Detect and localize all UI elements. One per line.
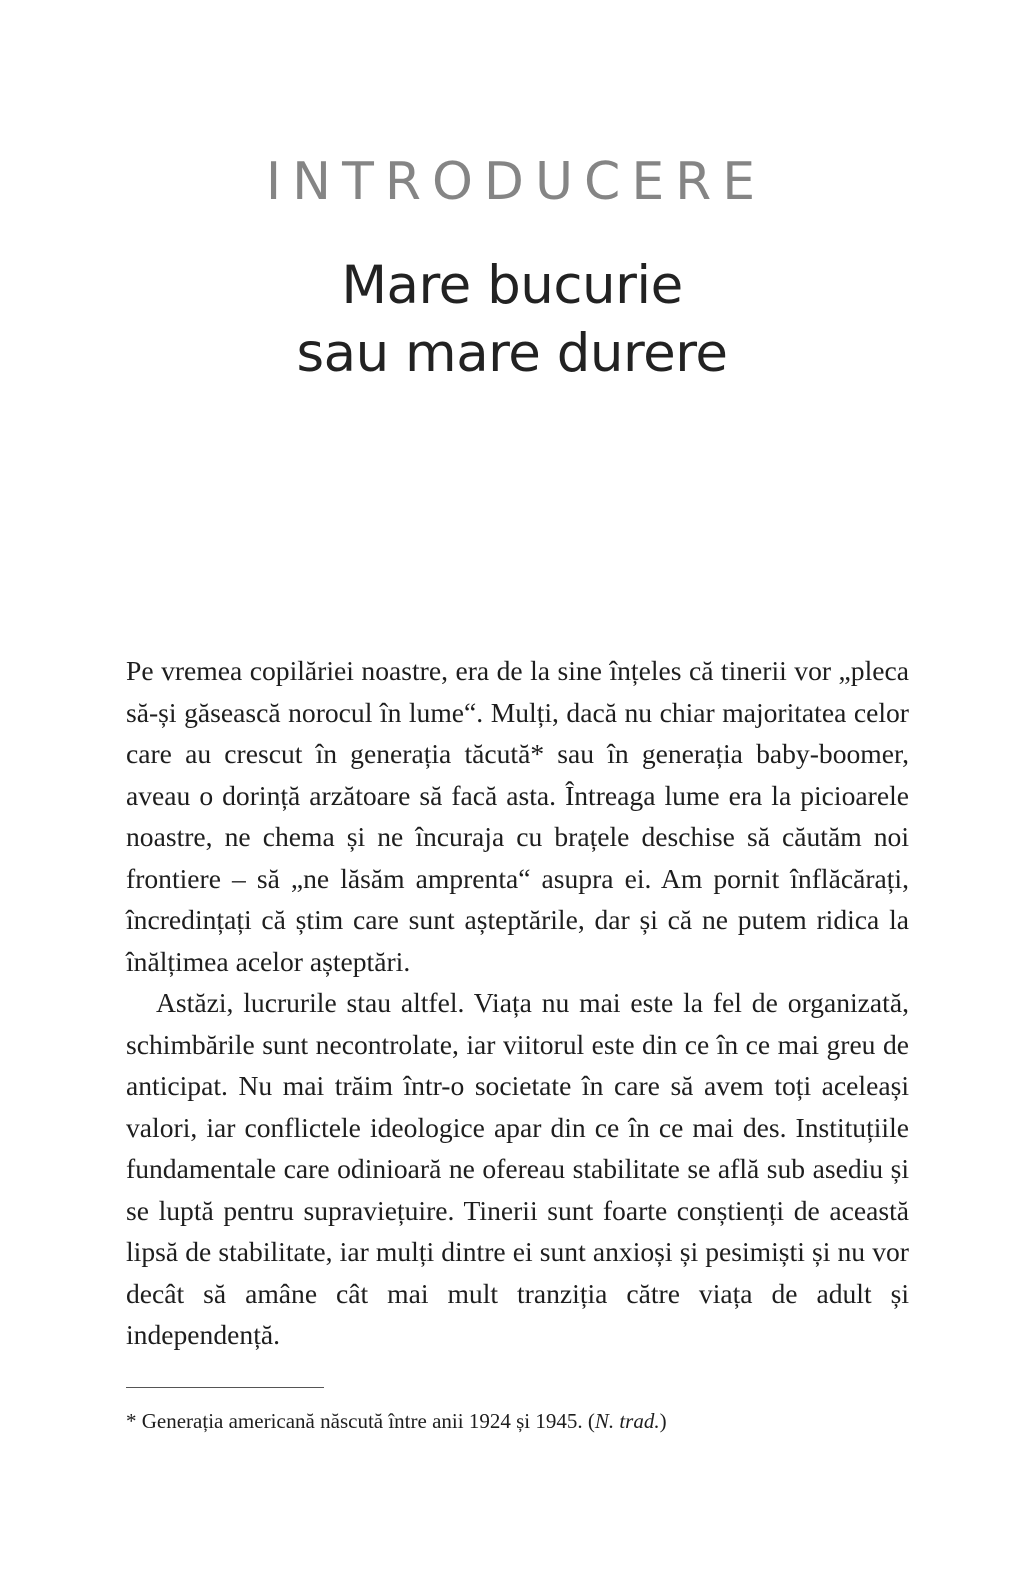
- footnote-text: * Generația americană născută între anii 1924 și 1945. (: [126, 1409, 595, 1433]
- footnote-divider: [126, 1387, 324, 1388]
- paragraph-1: Pe vremea copilăriei noastre, era de la sine înțeles că tinerii vor „pleca să-și găsească norocul în lume“. Mulți, dacă nu chiar majoritatea celor care au crescut în generația tăcută* sau în generația baby-boomer, aveau o dorință arzătoare să facă asta. Întreaga lume era la picioarele noastre, ne chema și ne încuraja cu brațele deschise să căutăm noi frontiere – să „ne lăsăm amprenta“ asupra ei. Am pornit înflăcărați, încredințați că știm care sunt așteptările, dar și că ne putem ridica la înălțimea acelor așteptări.: [126, 655, 909, 977]
- paragraph-2: Astăzi, lucrurile stau altfel. Viața nu mai este la fel de organizată, schimbările sunt necontrolate, iar viitorul este din ce în ce mai greu de anticipat. Nu mai trăim într-o societate în care să avem toți aceleași valori, iar conflictele ideologice apar din ce în ce mai des. Instituțiile fundamentale care odinioară ne ofereau stabilitate se află sub asediu și se luptă pentru supraviețuire. Tinerii sunt foarte conștienți de această lipsă de stabilitate, iar mulți dintre ei sunt anxioși și pesimiști și nu vor decât să amâne cât mai mult tranziția către viața de adult și independență.: [126, 987, 909, 1350]
- footnote: [126, 1406, 909, 1436]
- chapter-title: [0, 252, 1024, 388]
- footnote-translator-note: N. trad.: [594, 1409, 660, 1433]
- chapter-title-line-2: sau mare durere: [296, 323, 728, 384]
- footnote-close: ): [659, 1409, 667, 1433]
- chapter-label: INTRODUCERE: [265, 152, 767, 212]
- body-text: [126, 650, 909, 1356]
- chapter-title-line-1: Mare bucurie: [341, 255, 683, 316]
